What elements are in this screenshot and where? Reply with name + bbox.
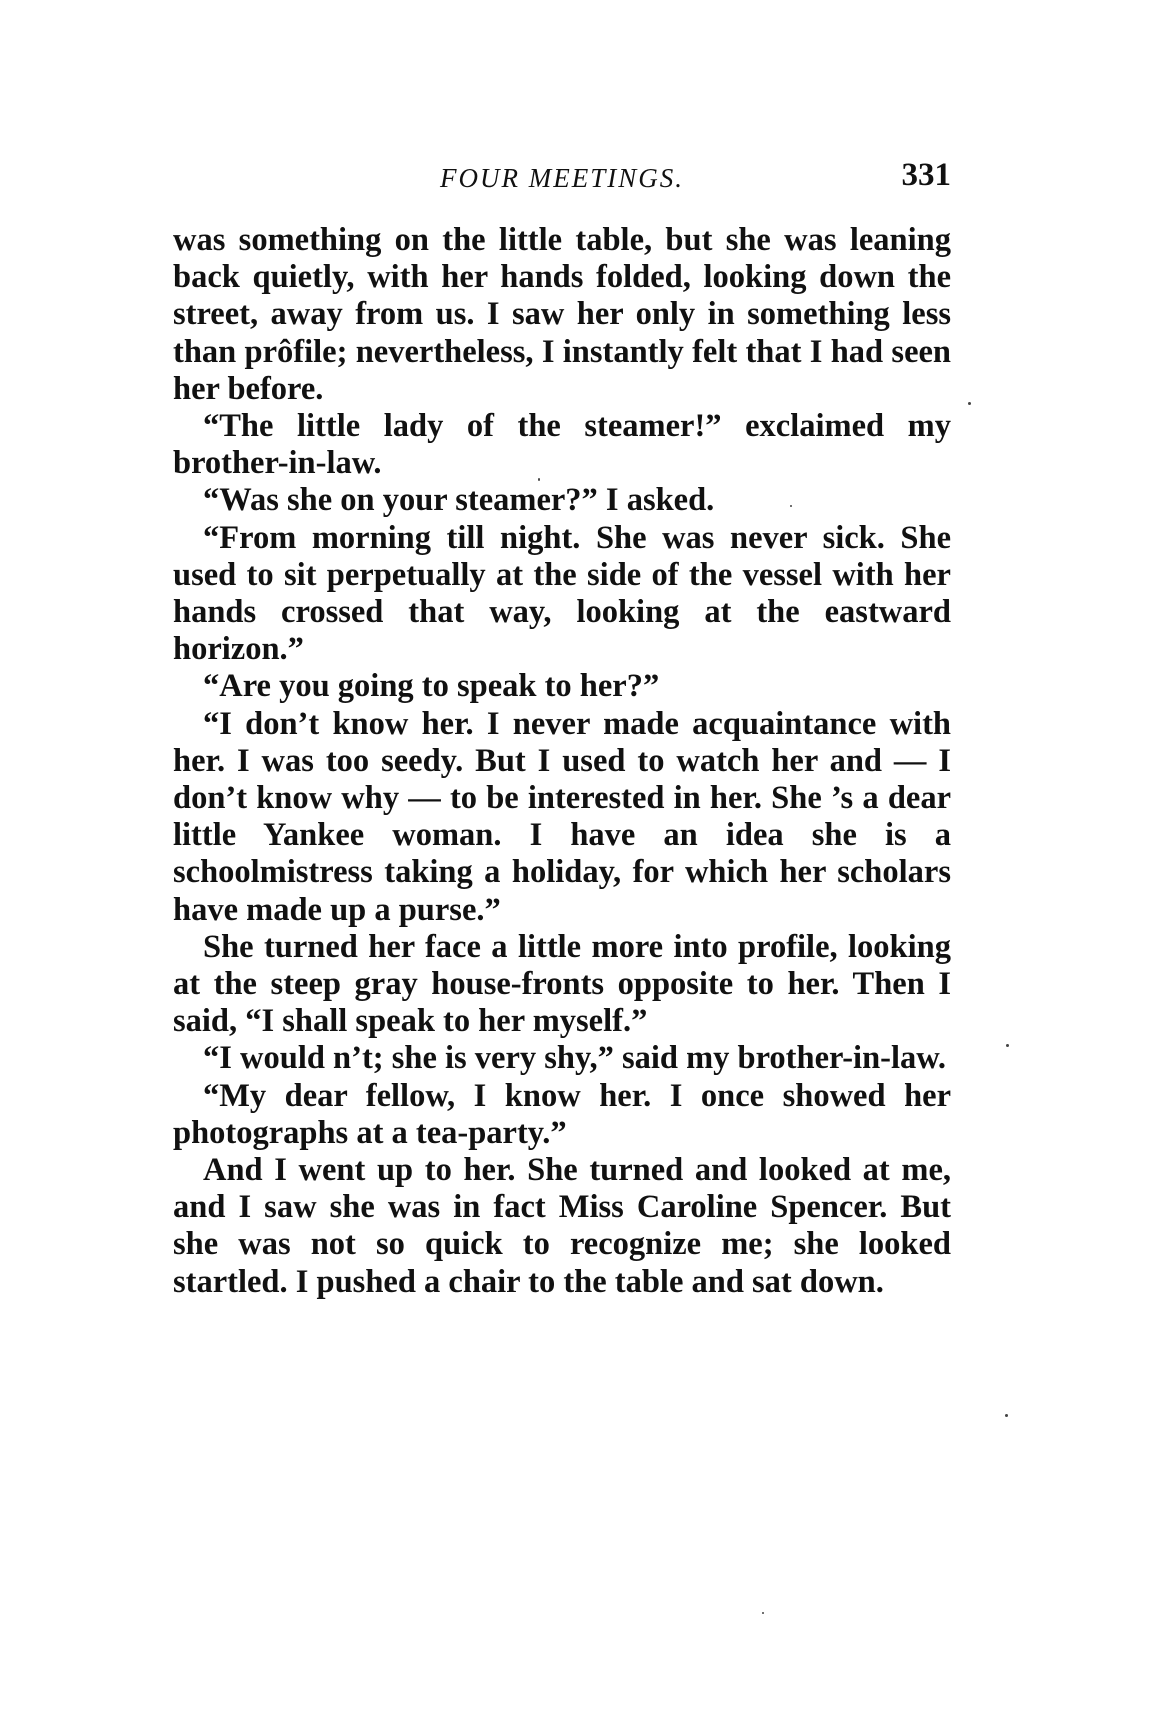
scan-speck <box>1005 1414 1008 1417</box>
body-text <box>173 222 951 1301</box>
paragraph-10: And I went up to her. She turned and looked at me, and I saw she was in fact Miss Caroline Spencer. But she was not so quick to recognize me; she looked startled. I pushed a chair to the table and sat down. <box>173 1152 951 1300</box>
paragraph-1: was something on the little table, but she was leaning back quietly, with her hands folded, looking down the street, away from us. I saw her only in something less than prôfile; nevertheless, I instantly felt that I had seen her before. <box>173 222 951 407</box>
scan-speck <box>762 1612 764 1614</box>
page-number: 331 <box>901 157 951 193</box>
scan-speck <box>1006 1044 1009 1047</box>
paragraph-2: “The little lady of the steamer!” exclaimed my brother-in-law. <box>173 408 951 482</box>
paragraph-3: “Was she on your steamer?” I asked. <box>203 482 715 519</box>
running-title: FOUR MEETINGS. <box>440 163 684 193</box>
paragraph-6: “I don’t know her. I never made acquaintance with her. I was too seedy. But I used to watch her and — I don’t know why — to be interested in her. She ’s a dear little Yankee woman. I have an idea she is a schoolmistress taking a holiday, for which her scholars have made up a purse.” <box>173 705 951 928</box>
running-head <box>173 157 951 207</box>
scan-speck <box>790 505 792 507</box>
scan-speck <box>968 402 971 405</box>
scan-speck <box>538 478 540 481</box>
paragraph-5: “Are you going to speak to her?” <box>203 668 660 705</box>
paragraph-8: “I would n’t; she is very shy,” said my brother-in-law. <box>203 1040 947 1077</box>
paragraph-7: She turned her face a little more into profile, looking at the steep gray house-fronts opposite to her. Then I said, “I shall speak to her myself.” <box>173 928 951 1040</box>
paragraph-4: “From morning till night. She was never sick. She used to sit perpetually at the side of the vessel with her hands crossed that way, looking at the eastward horizon.” <box>173 519 951 668</box>
paragraph-9: “My dear fellow, I know her. I once showed her photographs at a tea-party.” <box>173 1077 951 1151</box>
